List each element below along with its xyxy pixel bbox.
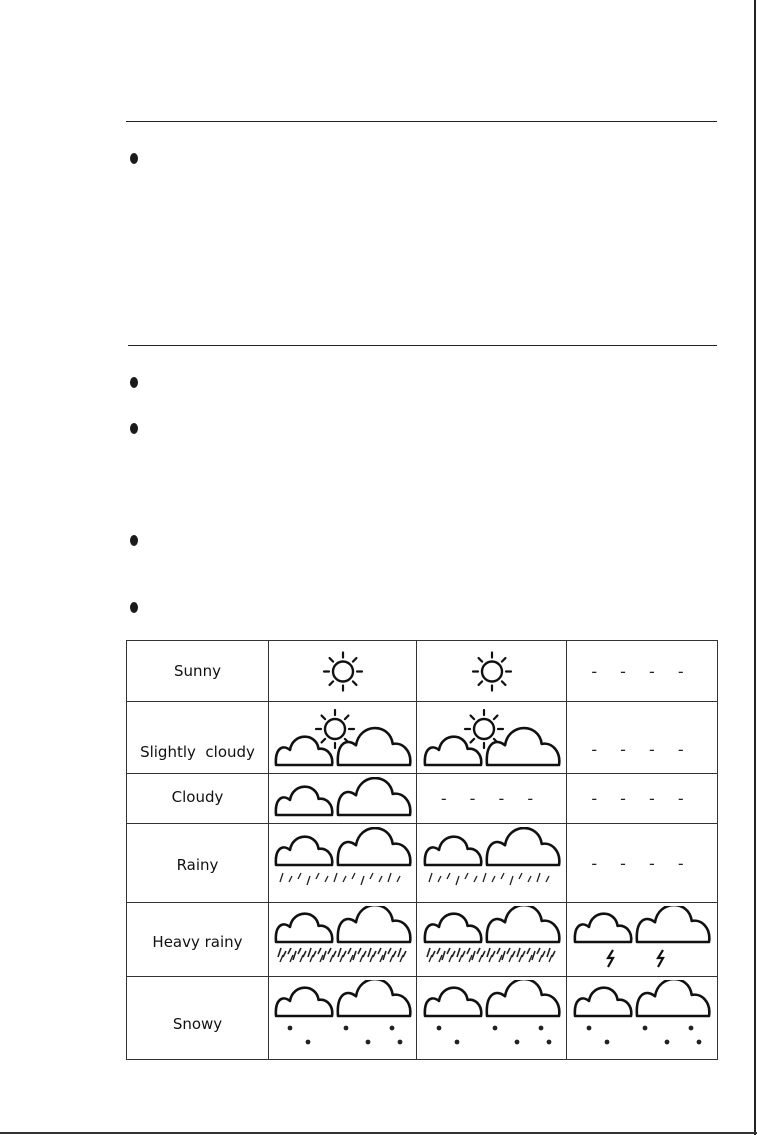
sun-icon	[473, 652, 511, 690]
cloud-icon	[275, 836, 331, 864]
weather-icon-cell	[269, 824, 417, 903]
weather-icon-cell	[269, 702, 417, 774]
cloud-icon	[637, 980, 709, 1016]
cloud-icon	[575, 913, 631, 941]
table-row	[127, 824, 718, 903]
weather-icon-cell	[269, 903, 417, 977]
weather-sun-icon	[272, 644, 414, 699]
weather-sun-clouds-icon	[272, 705, 414, 771]
weather-icon-cell	[567, 641, 718, 702]
cloud-icon	[486, 906, 558, 942]
weather-clouds-snow-icon	[571, 980, 713, 1057]
weather-icon-cell	[567, 774, 718, 824]
page-edge-right	[754, 0, 756, 1135]
snowflake-icon	[587, 1025, 702, 1044]
bullet-3	[130, 423, 138, 434]
weather-icon-cell	[567, 903, 718, 977]
weather-label: Cloudy	[171, 787, 224, 806]
cloud-icon	[337, 906, 409, 942]
weather-label-cell	[127, 641, 269, 702]
weather-label-cell	[127, 977, 269, 1060]
table-row	[127, 903, 718, 977]
cloud-icon	[424, 836, 480, 864]
rain-icon	[278, 948, 406, 962]
not-applicable-dash: - - - -	[591, 740, 693, 759]
weather-label: Rainy	[176, 856, 219, 874]
weather-icon-cell	[417, 903, 567, 977]
table-row	[127, 977, 718, 1060]
weather-icon-cell	[567, 977, 718, 1060]
weather-label-cell	[127, 903, 269, 977]
sun-icon	[324, 652, 362, 690]
weather-clouds-rain-icon	[421, 827, 563, 900]
bullet-2	[130, 377, 138, 388]
cloud-icon	[275, 786, 331, 814]
weather-icon-cell	[417, 774, 567, 824]
weather-label: Snowy	[172, 1015, 223, 1033]
weather-clouds-heavy-rain-icon	[421, 906, 563, 974]
rain-icon	[427, 948, 555, 962]
weather-clouds-lightning-icon	[571, 906, 713, 974]
cloud-icon	[486, 980, 558, 1016]
rain-icon	[429, 873, 549, 885]
weather-clouds-icon	[272, 777, 414, 821]
weather-sun-icon	[421, 644, 563, 699]
section-rule-top	[126, 121, 717, 122]
weather-clouds-heavy-rain-icon	[272, 906, 414, 974]
weather-icon-cell	[417, 702, 567, 774]
not-applicable-dash: - - - -	[591, 853, 693, 873]
cloud-icon	[486, 728, 558, 765]
weather-label: Heavy rainy	[152, 932, 243, 951]
weather-icon-table	[126, 640, 718, 1060]
cloud-icon	[275, 913, 331, 941]
weather-sun-clouds-icon	[421, 705, 563, 771]
weather-clouds-rain-icon	[272, 827, 414, 900]
weather-icon-cell	[417, 977, 567, 1060]
snowflake-icon	[287, 1025, 402, 1044]
weather-icon-cell	[567, 702, 718, 774]
table-row	[127, 641, 718, 702]
cloud-icon	[275, 987, 331, 1015]
table-row	[127, 702, 718, 774]
lightning-icon	[658, 950, 663, 967]
weather-label-cell	[127, 824, 269, 903]
weather-icon-cell	[567, 824, 718, 903]
table-row	[127, 774, 718, 824]
not-applicable-dash: - - - -	[440, 789, 543, 808]
section-rule-middle	[128, 345, 717, 346]
cloud-icon	[424, 987, 480, 1015]
weather-icon-cell	[417, 641, 567, 702]
page-edge-bottom	[0, 1132, 757, 1134]
lightning-icon	[608, 950, 613, 967]
weather-icon-cell	[269, 774, 417, 824]
cloud-icon	[637, 906, 709, 942]
bullet-5	[130, 602, 138, 613]
weather-label: Slightly cloudy	[140, 742, 255, 761]
not-applicable-dash: - - - -	[591, 661, 693, 681]
cloud-icon	[575, 987, 631, 1015]
cloud-icon	[337, 828, 409, 865]
cloud-icon	[486, 828, 558, 865]
snowflake-icon	[436, 1025, 551, 1044]
weather-clouds-snow-icon	[272, 980, 414, 1057]
weather-label-cell	[127, 702, 269, 774]
weather-icon-cell	[417, 824, 567, 903]
weather-label: Sunny	[174, 662, 221, 680]
not-applicable-dash: - - - -	[591, 789, 693, 808]
weather-label-cell	[127, 774, 269, 824]
rain-icon	[280, 873, 400, 885]
weather-icon-cell	[269, 977, 417, 1060]
bullet-4	[130, 535, 138, 546]
cloud-icon	[337, 778, 409, 815]
bullet-1	[130, 153, 138, 164]
cloud-icon	[337, 980, 409, 1016]
cloud-icon	[424, 913, 480, 941]
cloud-icon	[337, 728, 409, 765]
weather-icon-cell	[269, 641, 417, 702]
weather-clouds-snow-icon	[421, 980, 563, 1057]
